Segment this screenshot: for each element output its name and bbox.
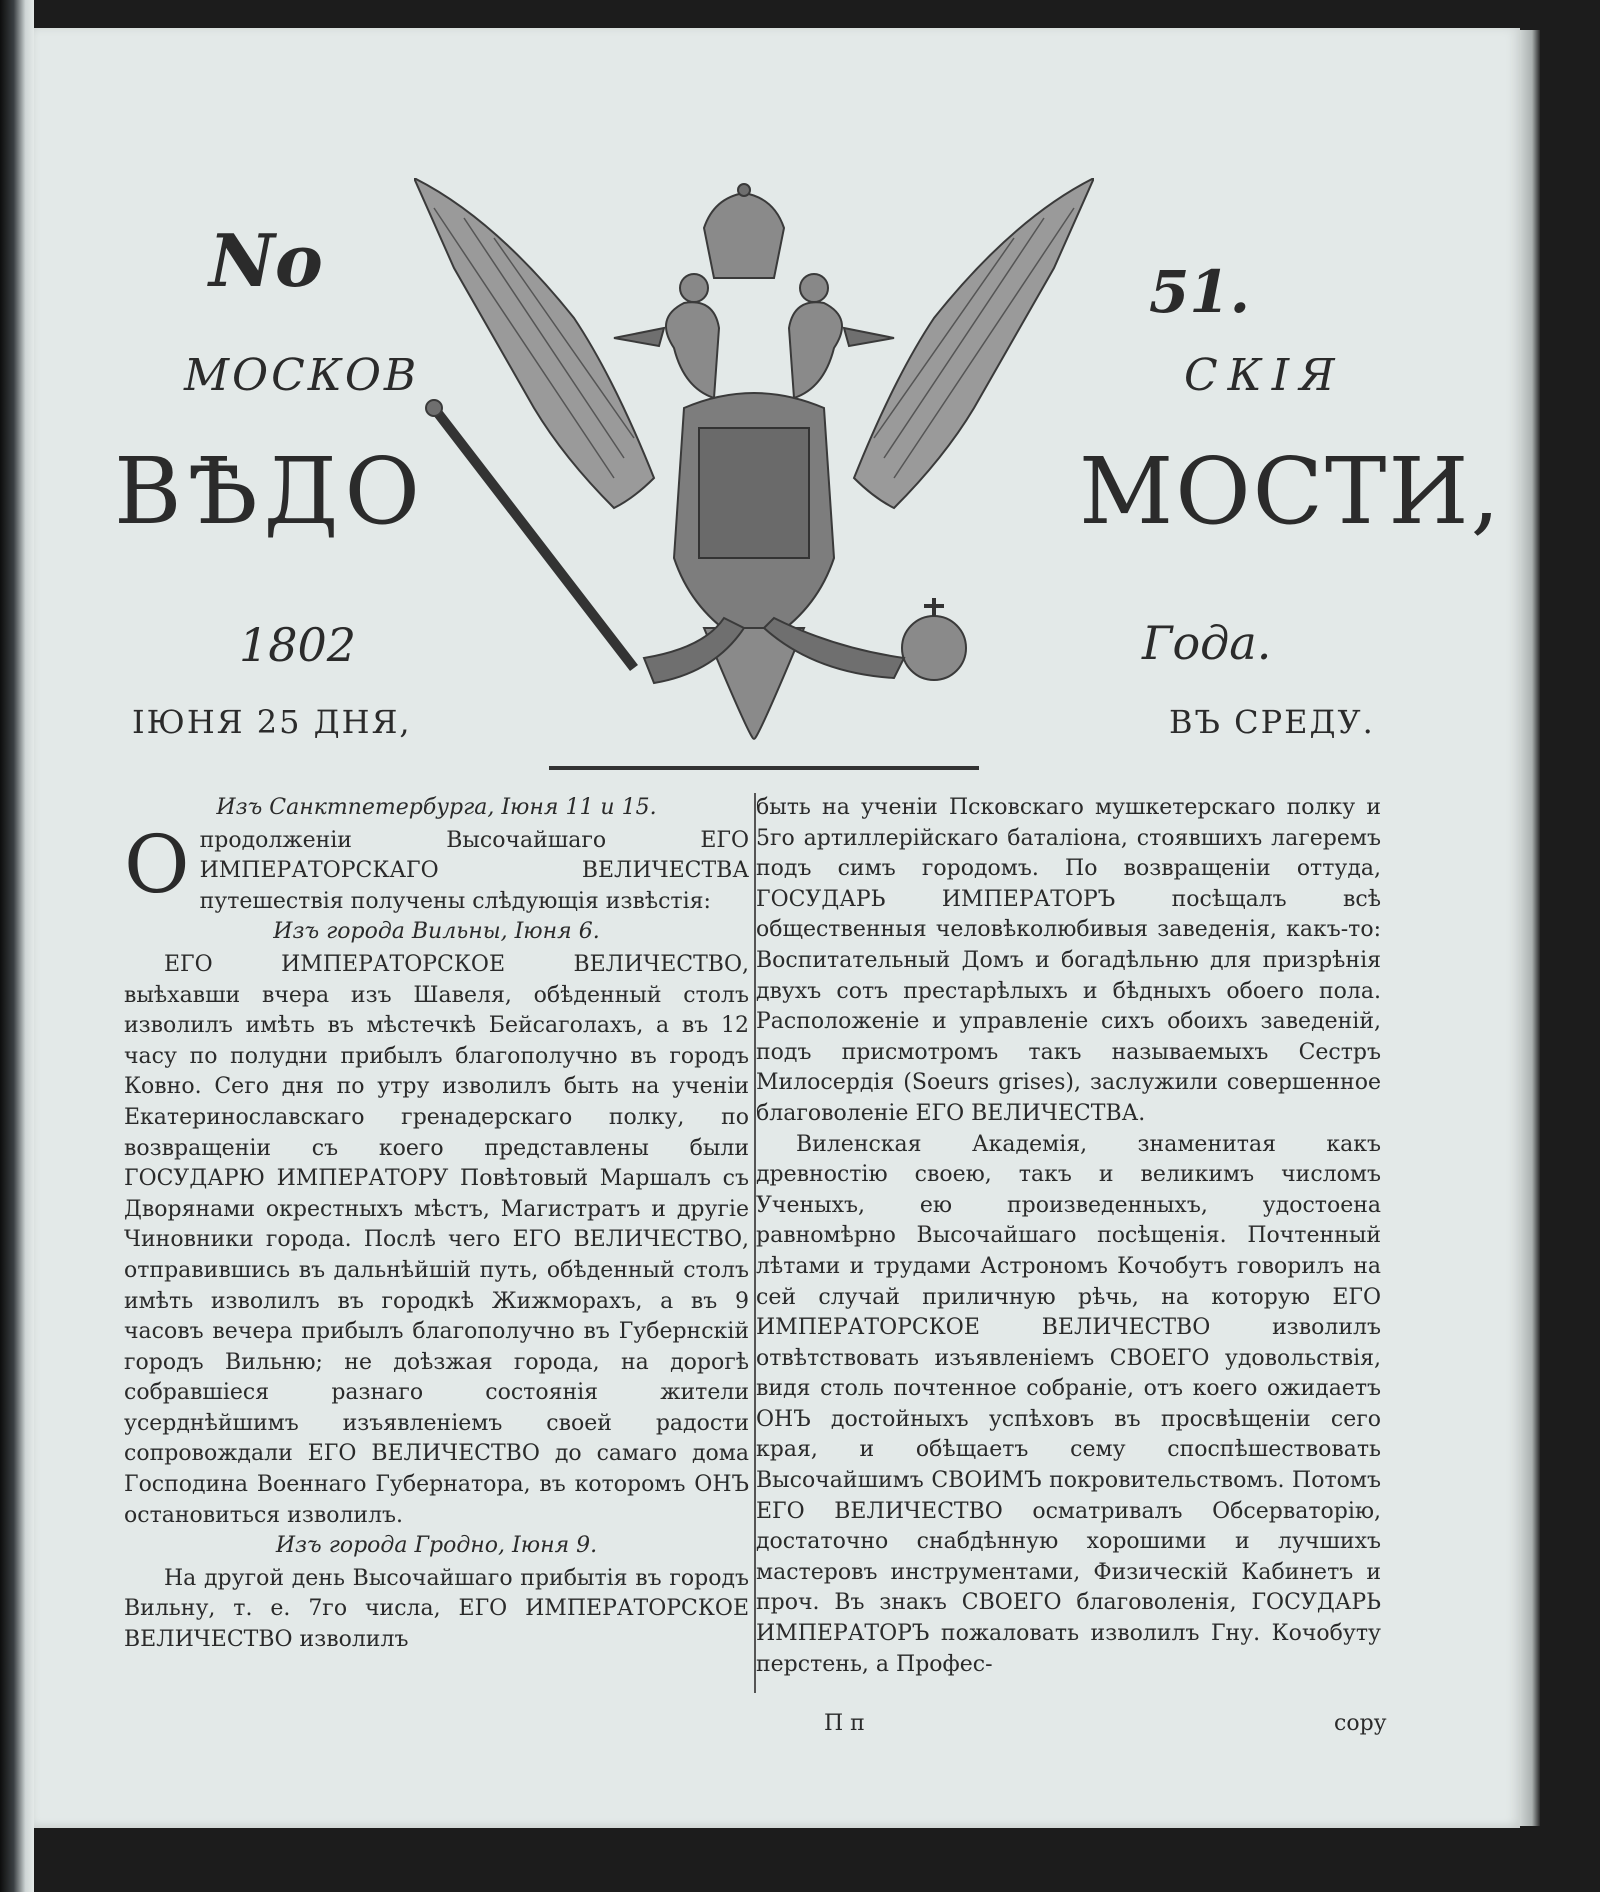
article-paragraph-1-text: продолженіи Высочайшаго ЕГО ИМПЕРАТОРСКАГО ВЕЛИЧЕСТВА путешествія получены слѣдующія извѣстія: xyxy=(199,827,749,914)
issue-year: 1802 xyxy=(239,618,357,672)
right-column xyxy=(756,793,1381,1680)
issue-date: ІЮНЯ 25 ДНЯ, xyxy=(132,703,412,741)
issue-year-word: Года. xyxy=(1142,616,1272,670)
title-part-4: МОСТИ, xyxy=(1079,438,1502,545)
catchword: сору xyxy=(1334,1711,1387,1736)
issue-weekday: ВЪ СРЕДУ. xyxy=(1169,703,1375,741)
issue-number-label: No xyxy=(209,218,323,303)
article-paragraph-2: ЕГО ИМПЕРАТОРСКОЕ ВЕЛИЧЕСТВО, выѣхавши вчера изъ Шавеля, обѣденный столъ изволилъ имѣть въ мѣстечкѣ Бейсаголахъ, а въ 12 часу по полудни прибылъ благополучно въ городъ Ковно. Сего дня по утру изволилъ быть на ученіи Екатеринославскаго гренадерскаго полку, по возвращеніи съ коего представлены были ГОСУДАРЮ ИМПЕРАТОРУ Повѣтовый Маршалъ съ Дворянами окрестныхъ мѣстъ, Магистратъ и другіе Чиновники города. Послѣ чего ЕГО ВЕЛИЧЕСТВО, отправившись въ дальнѣйшій путь, обѣденный столъ имѣть изволилъ въ городкѣ Жижморахъ, а въ 9 часовъ вечера прибылъ благополучно въ Губернскій городъ Вильню; не доѣзжая города, на дорогѣ собравшіеся разнаго состоянія жители усерднѣйшимъ изъявленіемъ своей радости сопровождали ЕГО ВЕЛИЧЕСТВО до самаго дома Господина Военнаго Губернатора, въ которомъ ОНЪ остановиться изволилъ. xyxy=(124,951,749,1528)
page-edge xyxy=(1520,30,1540,1826)
article-paragraph-1 xyxy=(124,817,749,918)
left-column xyxy=(124,793,749,1656)
issue-number: 51. xyxy=(1149,258,1250,326)
article-paragraph-3: На другой день Высочайшаго прибытія въ городъ Вильну, т. е. 7го числа, ЕГО ИМПЕРАТОРСКОЕ ВЕЛИЧЕСТВО изволилъ xyxy=(124,1565,749,1653)
article-paragraph-5: Виленская Академія, знаменитая какъ древностію своею, такъ и великимъ числомъ Ученыхъ, ею произведенныхъ, удостоена равномѣрно Высочайшаго посѣщенія. Почтенный лѣтами и трудами Астрономъ Кочобутъ говорилъ на сей случай приличную рѣчь, на которую ЕГО ИМПЕРАТОРСКОЕ ВЕЛИЧЕСТВО изволилъ отвѣтствовать изъявленіемъ СВОЕГО удовольствія, видя столь почтенное собраніе, отъ коего ожидаетъ ОНЪ достойныхъ успѣховъ въ просвѣщеніи сего края, и обѣщаетъ сему споспѣшествовать Высочайшимъ СВОИМЪ покровительствомъ. Потомъ ЕГО ВЕЛИЧЕСТВО осматривалъ Обсерваторію, достаточно снабдѣнную хорошими и лучшихъ мастеровъ инструментами, Физическій Кабинетъ и проч. Въ знакъ СВОЕГО благоволенія, ГОСУДАРЬ ИМПЕРАТОРЪ пожаловать изволилъ Гну. Кочобуту перстень, а Профес- xyxy=(756,1131,1381,1677)
dateline-grodno: Изъ города Гродно, Іюня 9. xyxy=(275,1533,598,1559)
title-part-2: СКІЯ xyxy=(1184,350,1345,401)
double-headed-eagle-icon xyxy=(414,178,1094,748)
signature-mark: П п xyxy=(824,1711,865,1736)
dateline-vilna: Изъ города Вильны, Іюня 6. xyxy=(273,919,600,945)
dateline-petersburg: Изъ Санктпетербурга, Іюня 11 и 15. xyxy=(216,795,657,820)
book-spine xyxy=(0,0,34,1892)
newspaper-page xyxy=(34,28,1520,1828)
title-part-3: ВѢДО xyxy=(114,438,426,545)
masthead-rule xyxy=(549,766,979,770)
title-part-1: МОСКОВ xyxy=(184,350,420,401)
article-paragraph-4: быть на ученіи Псковскаго мушкетерскаго полку и 5го артиллерійскаго баталіона, стоявшихъ лагеремъ подъ симъ городомъ. По возвращеніи оттуда, ГОСУДАРЬ ИМПЕРАТОРЪ посѣщалъ всѣ общественныя человѣколюбивыя заведенія, какъ-то: Воспитательный Домъ и богадѣльню для призрѣнія двухъ сотъ престарѣлыхъ и бѣдныхъ обоего пола. Расположеніе и управленіе сихъ обоихъ заведеній, подъ присмотромъ такъ называемыхъ Сестръ Милосердія (Soeurs grises), заслужили совершенное благоволеніе ЕГО ВЕЛИЧЕСТВА. xyxy=(756,795,1381,1126)
drop-cap: О xyxy=(124,817,190,911)
